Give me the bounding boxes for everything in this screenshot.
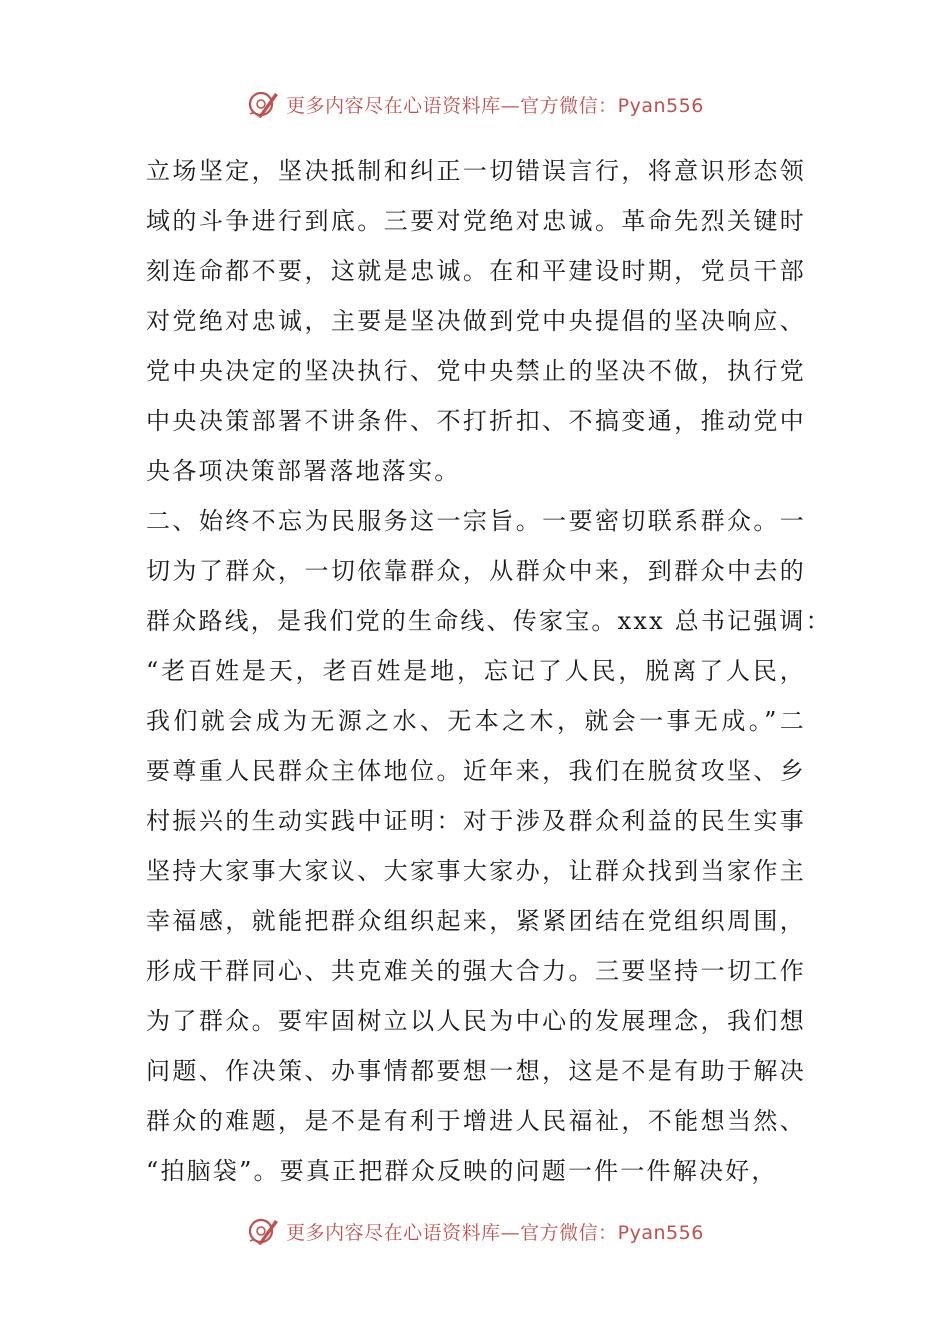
body-text-line: 为了群众。要牢固树立以人民为中心的发展理念，我们想 <box>146 1007 806 1035</box>
document-body <box>146 146 832 1196</box>
body-text-line: 群众的难题，是不是有利于增进人民福祉，不能想当然、 <box>146 1107 806 1135</box>
body-text-line: 要尊重人民群众主体地位。近年来，我们在脱贫攻坚、乡 <box>146 757 806 785</box>
header-watermark <box>0 84 950 124</box>
body-text-line: 二、始终不忘为民服务这一宗旨。一要密切联系群众。一 <box>146 507 806 535</box>
body-text-line: 切为了群众，一切依靠群众，从群众中来，到群众中去的 <box>146 557 806 585</box>
body-text-line: 央各项决策部署落地落实。 <box>146 457 461 485</box>
body-text-line: 中央决策部署不讲条件、不打折扣、不搞变通，推动党中 <box>146 407 806 435</box>
body-text-line: 问题、作决策、办事情都要想一想，这是不是有助于解决 <box>146 1057 806 1085</box>
wechat-id: Pyan556 <box>617 94 704 117</box>
body-text-line: 立场坚定，坚决抵制和纠正一切错误言行，将意识形态领 <box>146 157 806 185</box>
pen-circle-logo-icon <box>246 1214 280 1248</box>
body-text-line: 刻连命都不要，这就是忠诚。在和平建设时期，党员干部 <box>146 257 806 285</box>
watermark-text: 更多内容尽在心语资料库—官方微信：Pyan556 <box>286 94 704 117</box>
body-text-line: “老百姓是天，老百姓是地，忘记了人民，脱离了人民， <box>146 657 806 685</box>
pen-circle-logo-icon <box>246 87 280 121</box>
body-text-line: 域的斗争进行到底。三要对党绝对忠诚。革命先烈关键时 <box>146 207 806 235</box>
body-text-line: 我们就会成为无源之水、无本之木，就会一事无成。”二 <box>146 707 806 735</box>
body-text-line: 党中央决定的坚决执行、党中央禁止的坚决不做，执行党 <box>146 357 806 385</box>
body-text-line: 坚持大家事大家议、大家事大家办，让群众找到当家作主 <box>146 857 806 885</box>
body-text-line: 形成干群同心、共克难关的强大合力。三要坚持一切工作 <box>146 957 806 985</box>
wechat-id: Pyan556 <box>617 1221 704 1244</box>
watermark-text: 更多内容尽在心语资料库—官方微信：Pyan556 <box>286 1221 704 1244</box>
body-text-line: 幸福感，就能把群众组织起来，紧紧团结在党组织周围， <box>146 907 806 935</box>
body-text-line: 村振兴的生动实践中证明：对于涉及群众利益的民生实事 <box>146 807 806 835</box>
body-text-line: 群众路线，是我们党的生命线、传家宝。xxx 总书记强调： <box>146 607 832 635</box>
body-text-line: “拍脑袋”。要真正把群众反映的问题一件一件解决好， <box>146 1157 778 1185</box>
footer-watermark <box>0 1211 950 1251</box>
body-text-line: 对党绝对忠诚，主要是坚决做到党中央提倡的坚决响应、 <box>146 307 806 335</box>
